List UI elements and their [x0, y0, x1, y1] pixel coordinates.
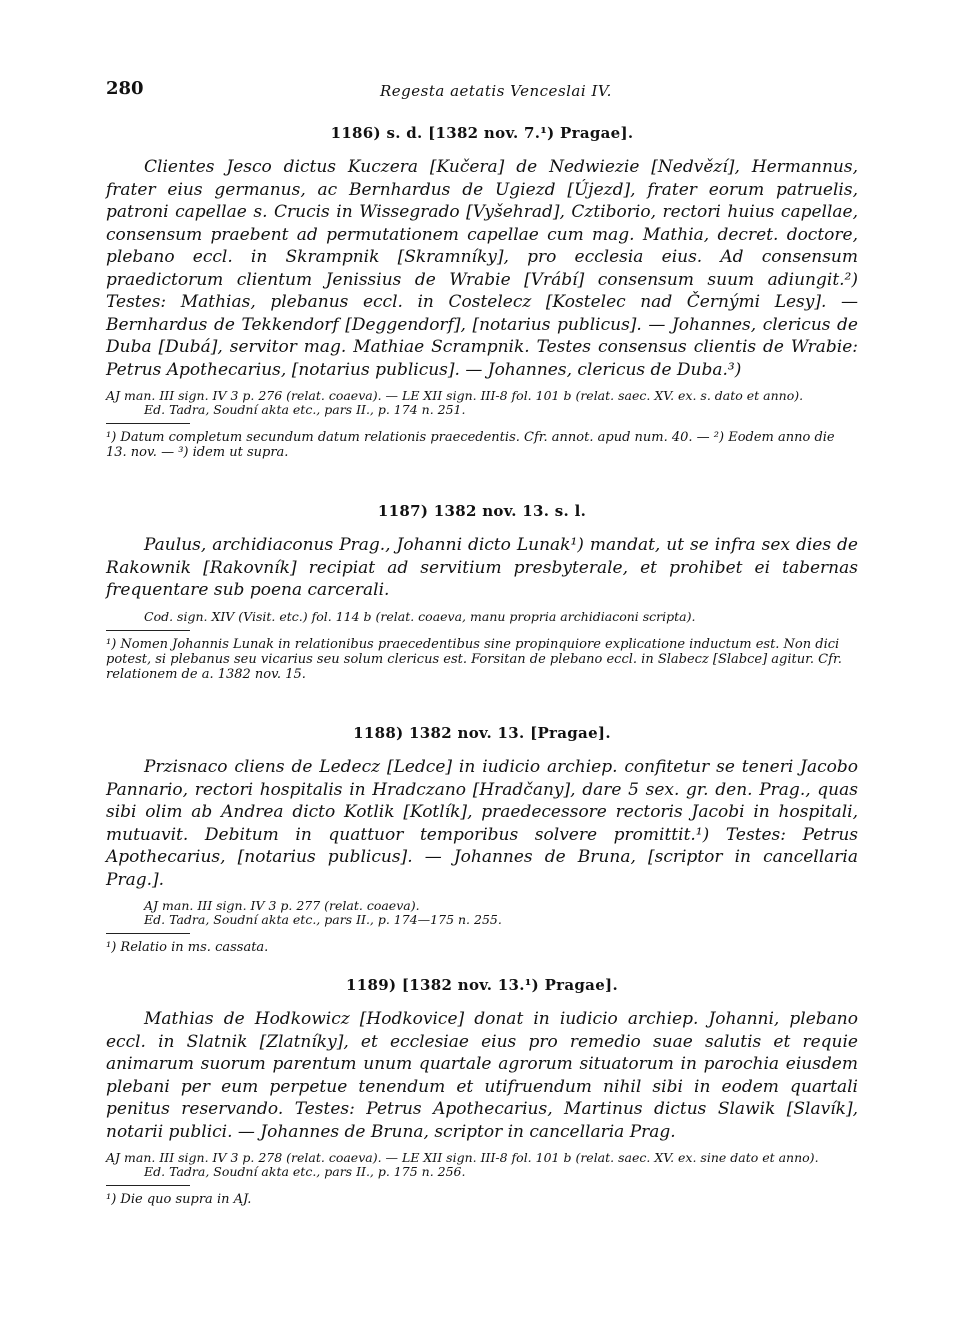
source-line: AJ man. III sign. IV 3 p. 276 (relat. coaeva). — LE XII sign. III-8 fol. 101 b (relat. saec. XV. ex. s. dato et anno). [106, 388, 804, 403]
source-line: AJ man. III sign. IV 3 p. 277 (relat. coaeva). [144, 898, 420, 913]
entry-heading: 1186) s. d. [1382 nov. 7.¹) Pragae]. [330, 124, 634, 142]
page-number: 280 [106, 78, 144, 99]
footnote-rule [106, 933, 190, 934]
entry-text: Mathias de Hodkowicz [Hodkovice] donat in iudicio archiep. Johanni, plebano eccl. in Slatnik [Zlatníky], et ecclesiae eius pro remedio suae salutis et requie animarum suorum parentum unum quartale agrorum situatorum in parochia eiusdem plebani per eum perpetue tenendum et utifruendum nihil sibi in eodem quartali penitus reservando. Testes: Petrus Apothecarius, Martinus dictus Slawik [Slavík], notarii publici. — Johannes de Bruna, scriptor in cancellaria Prag. [106, 1009, 858, 1142]
entry-footnotes [106, 1192, 858, 1207]
source-line: Ed. Tadra, Soudní akta etc., pars II., p. 174 n. 251. [144, 402, 466, 417]
source-line: Ed. Tadra, Soudní akta etc., pars II., p. 175 n. 256. [144, 1164, 466, 1179]
entry-1188 [106, 724, 858, 955]
entry-text: Paulus, archidiaconus Prag., Johanni dicto Lunak¹) mandat, ut se infra sex dies de Rakownik [Rakovník] recipiat ad servitium presbyterale, et prohibet ei tabernas frequentare sub poena carcerali. [106, 535, 858, 600]
entry-heading: 1187) 1382 nov. 13. s. l. [377, 502, 587, 520]
entry-1186 [106, 124, 858, 460]
source-line: AJ man. III sign. IV 3 p. 278 (relat. coaeva). — LE XII sign. III-8 fol. 101 b (relat. saec. XV. ex. sine dato et anno). [106, 1150, 819, 1165]
entry-heading: 1189) [1382 nov. 13.¹) Pragae]. [346, 976, 618, 994]
footnote: ¹) Die quo supra in AJ. [106, 1192, 252, 1207]
entry-footnotes [106, 637, 858, 682]
entry-text: Clientes Jesco dictus Kuczera [Kučera] de Nedwiezie [Nedvězí], Hermannus, frater eius germanus, ac Bernhardus de Ugiezd [Újezd], frater eorum patruelis, patroni capellae s. Crucis in Wissegrado [Vyšehrad], Cztiborio, rectori huius capellae, consensum praebent ad permutationem capellae cum mag. Mathia, decret. doctore, plebano eccl. in Skrampnik [Skramníky], pro ecclesia eius. Ad consensum praedictorum clientum Jenissius de Wrabie [Vrábí] consensum suum adiungit.²) Testes: Mathias, plebanus eccl. in Costelecz [Kostelec nad Černými Lesy]. — Bernhardus de Tekkendorf [Deggendorf], [notarius publicus]. — Johannes, clericus de Duba [Dubá], servitor mag. Mathiae Scrampnik. Testes consensus clientis de Wrabie: Petrus Apothecarius, [notarius publicus]. — Johannes, clericus de Duba.³) [106, 157, 858, 380]
footnote: ¹) Relatio in ms. cassata. [106, 940, 269, 955]
entry-sources [106, 610, 858, 624]
entry-heading: 1188) 1382 nov. 13. [Pragae]. [353, 724, 611, 742]
entry-sources [106, 389, 858, 417]
entry-sources [106, 899, 858, 927]
footnote-rule [106, 1185, 190, 1186]
footnote: ¹) Nomen Johannis Lunak in relationibus praecedentibus sine propinquiore explicatione inductum est. Non dici potest, si plebanus seu vicarius seu solum clericus est. Forsitan de plebano eccl. in Slabecz [Slabce] agitur. Cfr. relationem de a. 1382 nov. 15. [106, 636, 842, 682]
footnote-rule [106, 630, 190, 631]
footnote: ¹) Datum completum secundum datum relationis praecedentis. Cfr. annot. apud num. 40. — ²) Eodem anno die 13. nov. — ³) idem ut supra. [106, 430, 835, 460]
entry-1187 [106, 502, 858, 682]
running-title: Regesta aetatis Venceslai IV. [380, 82, 612, 100]
source-line: Ed. Tadra, Soudní akta etc., pars II., p. 174—175 n. 255. [144, 912, 502, 927]
entry-sources [106, 1151, 858, 1179]
entry-1189 [106, 976, 858, 1207]
entry-text: Przisnaco cliens de Ledecz [Ledce] in iudicio archiep. confitetur se teneri Jacobo Pannario, rectori hospitalis in Hradczano [Hradčany], dare 5 sex. gr. den. Prag., quas sibi olim ab Andrea dicto Kotlik [Kotlík], praedecessore rectoris Jacobi in hospitali, mutuavit. Debitum in quattuor temporibus solvere promittit.¹) Testes: Petrus Apothecarius, [notarius publicus]. — Johannes de Bruna, [scriptor in cancellaria Prag.]. [106, 757, 858, 890]
source-line: Cod. sign. XIV (Visit. etc.) fol. 114 b (relat. coaeva, manu propria archidiaconi scripta). [144, 608, 696, 624]
entry-footnotes [106, 430, 858, 460]
entry-footnotes [106, 940, 858, 955]
footnote-rule [106, 423, 190, 424]
